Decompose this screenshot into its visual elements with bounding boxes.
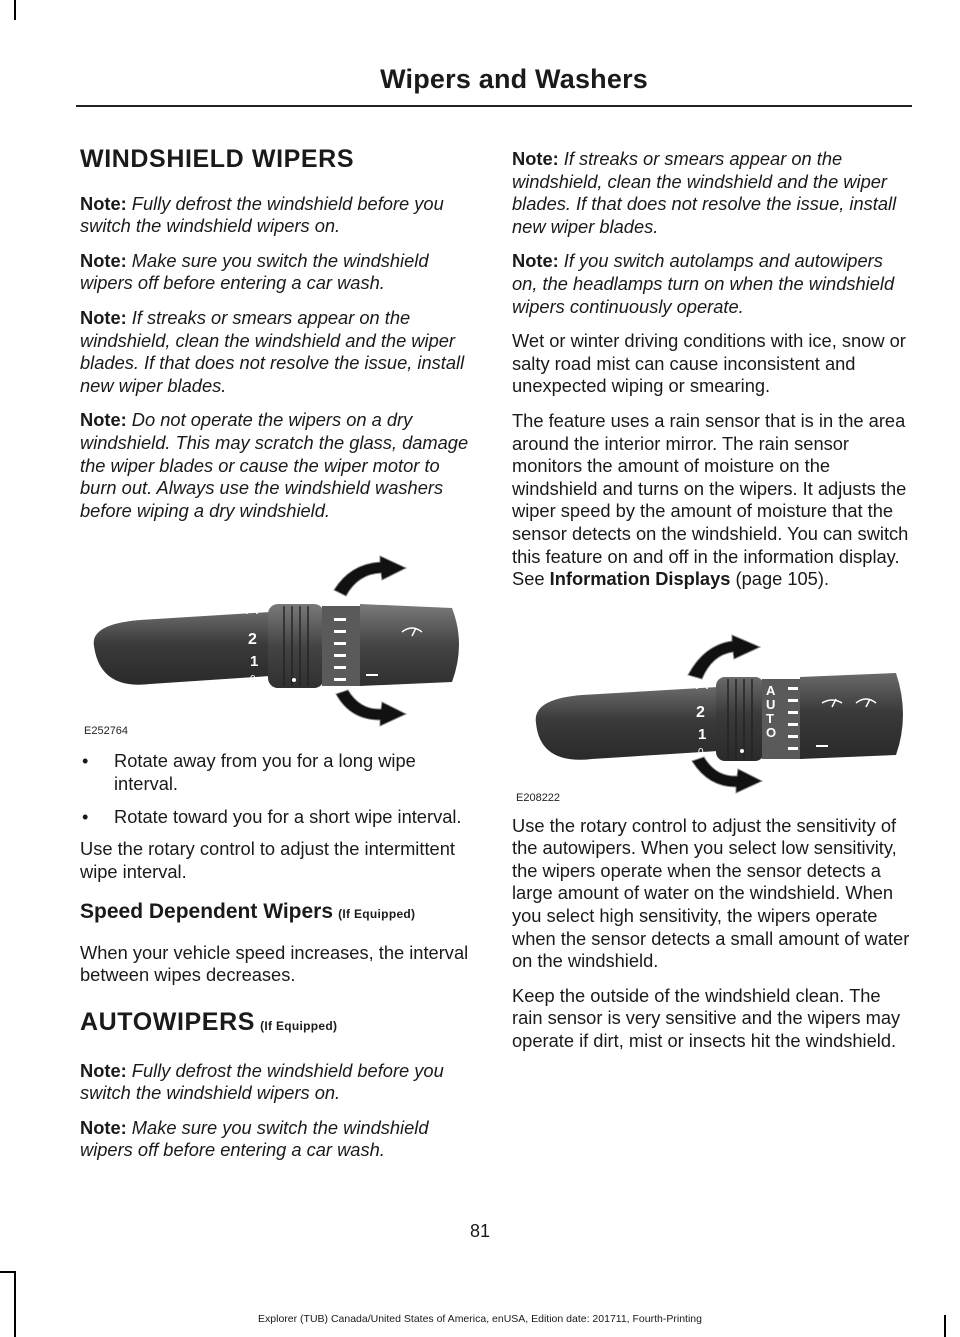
paragraph: Use the rotary control to adjust the sensitivity of the autowipers. When you select low sensitivity, the wipers operate when the sensor detects a large amount of water on the windshield. When you select high sensitivity, the wipers operate when the sensor detects a small amount of water on the windshield. <box>512 814 910 972</box>
note-3 <box>80 307 480 397</box>
paragraph: When your vehicle speed increases, the interval between wipes decreases. <box>80 941 469 986</box>
wiper-stalk-figure <box>80 544 480 738</box>
arrow-away-icon <box>334 556 406 596</box>
subsection-heading: Speed Dependent Wipers <box>80 900 334 924</box>
paragraph: Use the rotary control to adjust the intermittent wipe interval. <box>80 838 455 882</box>
note-text: If streaks or smears appear on the windshield, clean the windshield and the wiper blades. If that does not resolve the issue, install new wiper blades. <box>512 148 897 237</box>
note-text: Make sure you switch the windshield wipers off before entering a car wash. <box>80 249 429 294</box>
note-text: Fully defrost the windshield before you switch the windshield wipers on. <box>80 1059 444 1104</box>
arrow-toward-icon <box>692 757 762 793</box>
figure-code: E208222 <box>516 791 561 804</box>
section-title-autowipers <box>80 1008 480 1038</box>
note-label: Note: <box>80 249 127 271</box>
equipped-badge: (If Equipped) <box>338 907 416 922</box>
subsection-title <box>80 901 480 926</box>
equipped-badge: (If Equipped) <box>260 1019 338 1034</box>
note-label: Note: <box>80 409 127 431</box>
wiper-stalk-illustration <box>80 544 480 734</box>
note-8 <box>512 250 912 318</box>
speed-label-2: 2 <box>248 631 257 649</box>
section-title-windshield-wipers: WINDSHIELD WIPERS <box>80 145 355 173</box>
note-text: Fully defrost the windshield before you switch the windshield wipers on. <box>80 192 444 237</box>
crop-mark <box>14 0 16 20</box>
speed-label-2: 2 <box>696 703 705 721</box>
note-2 <box>80 250 480 295</box>
speed-label-0: 0 <box>250 674 256 686</box>
page-number: 81 <box>469 1221 491 1241</box>
list-item: • Rotate away from you for a long wipe interval. <box>80 750 480 795</box>
section-heading: AUTOWIPERS <box>80 1008 255 1037</box>
note-label: Note: <box>80 306 127 328</box>
arrow-away-icon <box>688 635 760 679</box>
note-6 <box>80 1117 480 1162</box>
left-column <box>80 145 480 1174</box>
note-text: If you switch autolamps and autowipers on, the headlamps turn on when the windshield wipers continuously operate. <box>512 250 895 317</box>
speed-label-1: 1 <box>698 725 707 743</box>
note-label: Note: <box>80 1059 127 1081</box>
note-text: Do not operate the wipers on a dry windshield. This may scratch the glass, damage the wiper blades or cause the wiper motor to burn out. Always use the windshield washers before wiping a dry windshield. <box>80 409 469 521</box>
footer-edition-info: Explorer (TUB) Canada/United States of America, enUSA, Edition date: 201711, Fourth-Printing <box>258 1313 702 1325</box>
speed-label-0: 0 <box>698 746 704 758</box>
speed-label-1: 1 <box>250 653 259 671</box>
crop-mark <box>14 1273 16 1337</box>
page-header-title: Wipers and Washers <box>380 64 648 94</box>
note-label: Note: <box>512 148 559 169</box>
note-4 <box>80 409 480 522</box>
note-5 <box>80 1060 480 1105</box>
paragraph: Keep the outside of the windshield clean. The rain sensor is very sensitive and the wipers may operate if dirt, mist or insects hit the windshield. <box>512 984 901 1052</box>
note-label: Note: <box>80 192 127 214</box>
note-text: Make sure you switch the windshield wipers off before entering a car wash. <box>80 1116 429 1161</box>
figure-code: E252764 <box>84 725 129 738</box>
auto-letter-u: U <box>766 696 776 712</box>
note-1 <box>80 193 480 238</box>
arrow-toward-icon <box>336 690 406 726</box>
header-divider <box>76 105 912 107</box>
note-7 <box>512 148 912 238</box>
auto-letter-t: T <box>766 710 774 726</box>
autowiper-stalk-figure <box>512 611 912 804</box>
note-label: Note: <box>512 250 559 272</box>
paragraph-text: The feature uses a rain sensor that is in the area around the interior mirror. The rain sensor monitors the amount of moisture on the windshield and turns on the wipers. It adjusts the wiper speed by the amount of moisture that the sensor detects on the windshield. You can switch this feature on and off in the information display. See <box>512 409 909 590</box>
note-label: Note: <box>80 1116 127 1138</box>
note-text: If streaks or smears appear on the windshield, clean the windshield and the wiper blades. If that does not resolve the issue, install new wiper blades. <box>80 306 465 396</box>
cross-reference-link[interactable]: Information Displays <box>549 568 731 590</box>
auto-letter-a: A <box>766 682 776 698</box>
crop-mark <box>0 1271 16 1273</box>
paragraph: Wet or winter driving conditions with ice, snow or salty road mist can cause inconsistent and unexpected wiping or smearing. <box>512 330 906 397</box>
auto-letter-o: O <box>766 724 777 740</box>
list-item: • Rotate toward you for a short wipe interval. <box>80 806 480 829</box>
autowiper-stalk-illustration <box>512 611 912 801</box>
right-column <box>512 148 912 1065</box>
page-reference: (page 105). <box>730 568 830 590</box>
paragraph <box>512 410 912 591</box>
bullet-list <box>80 750 480 828</box>
